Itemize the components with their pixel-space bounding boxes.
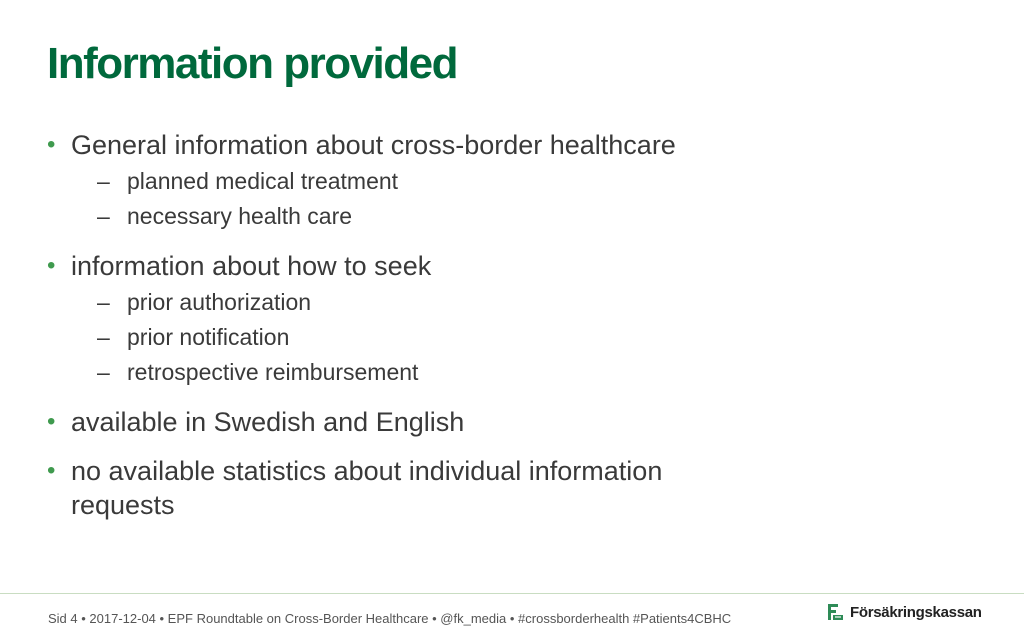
- bullet-text: information about how to seek: [71, 251, 432, 281]
- bullet-text: no available statistics about individual information requests: [71, 456, 663, 520]
- bullet-icon: •: [47, 131, 56, 158]
- brand-logo: [826, 603, 982, 621]
- sub-item-text: prior notification: [127, 324, 290, 350]
- forsakringskassan-logo-icon: [826, 603, 844, 621]
- dash-icon: –: [97, 203, 110, 229]
- sub-item: [76, 355, 747, 390]
- sub-item: [76, 285, 747, 320]
- bullet-text: General information about cross-border healthcare: [71, 130, 676, 160]
- bullet-list: [47, 128, 747, 522]
- bullet-text: available in Swedish and English: [71, 407, 465, 437]
- footer-text: Sid 4 • 2017-12-04 • EPF Roundtable on Cross-Border Healthcare • @fk_media • #crossborderhealth #Patients4CBHC: [48, 611, 732, 626]
- sub-item-text: retrospective reimbursement: [127, 359, 419, 385]
- sub-item: [76, 164, 747, 199]
- dash-icon: –: [97, 168, 110, 194]
- slide-title: Information provided: [47, 39, 457, 88]
- dash-icon: –: [97, 289, 110, 315]
- bullet-icon: •: [47, 457, 56, 484]
- sub-item-text: prior authorization: [127, 289, 312, 315]
- logo-text: Försäkringskassan: [850, 603, 982, 621]
- footer-divider: [0, 593, 1024, 594]
- sub-item-text: planned medical treatment: [127, 168, 399, 194]
- dash-icon: –: [97, 324, 110, 350]
- bullet-item: [47, 249, 747, 390]
- bullet-item: [47, 128, 747, 234]
- sub-item: [76, 199, 747, 234]
- bullet-item: [47, 454, 747, 522]
- bullet-icon: •: [47, 408, 56, 435]
- bullet-item: [47, 405, 747, 439]
- sub-item: [76, 320, 747, 355]
- sub-item-text: necessary health care: [127, 203, 353, 229]
- bullet-icon: •: [47, 252, 56, 279]
- sub-list: [76, 285, 747, 390]
- dash-icon: –: [97, 359, 110, 385]
- sub-list: [76, 164, 747, 234]
